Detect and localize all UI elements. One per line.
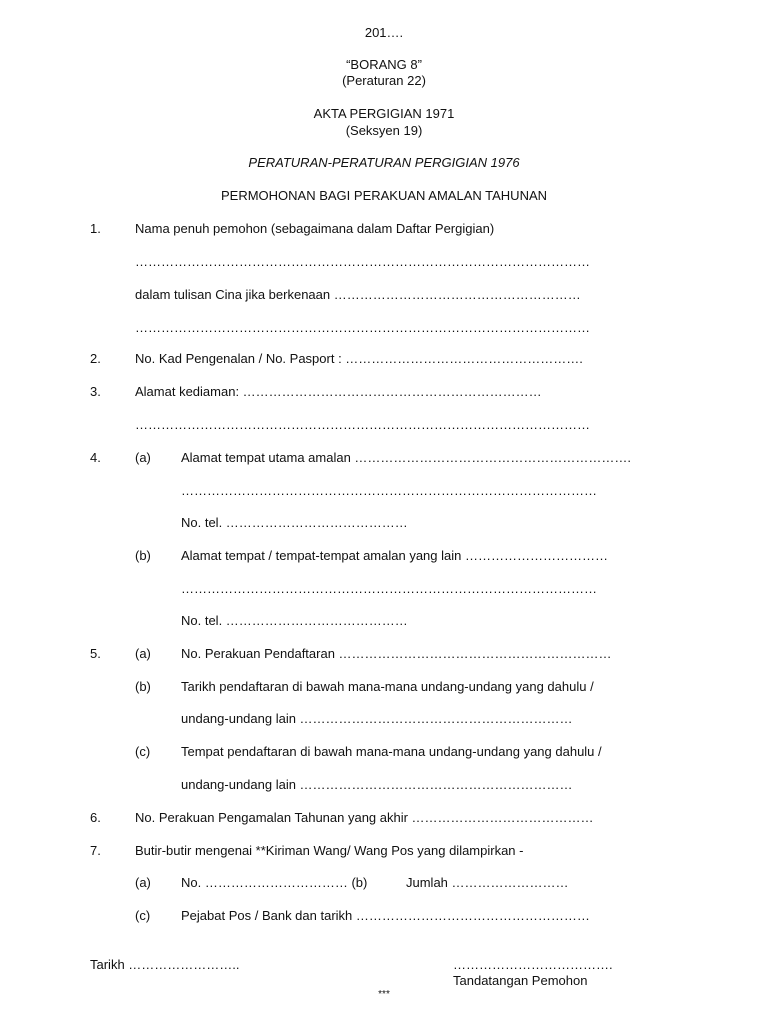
end-mark: ***: [378, 989, 390, 1000]
item-3-number: 3.: [90, 384, 101, 399]
other-practice-address-field-continued[interactable]: ……………………………………………………………………………………: [181, 581, 597, 596]
home-address-field[interactable]: Alamat kediaman: ……………………………………………………………: [135, 384, 542, 399]
date-field[interactable]: Tarikh ……………………..: [90, 957, 240, 972]
item-1-number: 1.: [90, 221, 101, 236]
registration-date-label: Tarikh pendaftaran di bawah mana-mana undang-undang yang dahulu /: [181, 679, 594, 694]
item-4b-marker: (b): [135, 548, 151, 563]
registration-place-label: Tempat pendaftaran di bawah mana-mana undang-undang yang dahulu /: [181, 744, 602, 759]
item-7c-marker: (c): [135, 908, 151, 923]
registration-cert-field[interactable]: No. Perakuan Pendaftaran ………………………………………………………: [181, 646, 612, 661]
item-7a-marker: (a): [135, 875, 151, 890]
registration-date-field[interactable]: undang-undang lain ………………………………………………………: [181, 711, 573, 726]
item-4-number: 4.: [90, 450, 101, 465]
payment-details-label: Butir-butir mengenai **Kiriman Wang/ Wang Pos yang dilampirkan -: [135, 843, 524, 858]
regulation-ref: (Peraturan 22): [342, 73, 426, 88]
chinese-name-field[interactable]: dalam tulisan Cina jika berkenaan …………………………………………………: [135, 287, 581, 302]
form-title: PERMOHONAN BAGI PERAKUAN AMALAN TAHUNAN: [220, 188, 548, 203]
payment-amount-field[interactable]: Jumlah ………………………: [406, 875, 569, 890]
item-5c-marker: (c): [135, 744, 151, 759]
main-practice-address-field[interactable]: Alamat tempat utama amalan ……………………………………………………….: [181, 450, 632, 465]
item-5b-marker: (b): [135, 679, 151, 694]
act-title: AKTA PERGIGIAN 1971: [313, 106, 455, 121]
item-1-label: Nama penuh pemohon (sebagaimana dalam Daftar Pergigian): [135, 221, 495, 236]
last-annual-cert-field[interactable]: No. Perakuan Pengamalan Tahunan yang akhir ……………………………………: [135, 810, 594, 825]
section-ref: (Seksyen 19): [345, 123, 423, 138]
registration-place-field[interactable]: undang-undang lain ………………………………………………………: [181, 777, 573, 792]
regulations-title: PERATURAN-PERATURAN PERGIGIAN 1976: [248, 155, 520, 170]
payment-number-field[interactable]: No. …………………………… (b): [181, 875, 368, 890]
signature-line[interactable]: ……………………………….: [453, 957, 613, 972]
item-4a-marker: (a): [135, 450, 151, 465]
item-2-number: 2.: [90, 351, 101, 366]
year-line: 201….: [364, 25, 404, 40]
form-name: “BORANG 8”: [346, 57, 422, 72]
item-6-number: 6.: [90, 810, 101, 825]
main-practice-tel-field[interactable]: No. tel. ……………………………………: [181, 515, 408, 530]
home-address-field-continued[interactable]: ……………………………………………………………………………………………: [135, 417, 590, 432]
other-practice-address-field[interactable]: Alamat tempat / tempat-tempat amalan yang lain ……………………………: [181, 548, 608, 563]
id-passport-field[interactable]: No. Kad Pengenalan / No. Pasport : ……………………………………………….: [135, 351, 583, 366]
full-name-field[interactable]: ……………………………………………………………………………………………: [135, 254, 590, 269]
item-5a-marker: (a): [135, 646, 151, 661]
post-office-bank-field[interactable]: Pejabat Pos / Bank dan tarikh ………………………………………………: [181, 908, 590, 923]
other-practice-tel-field[interactable]: No. tel. ……………………………………: [181, 613, 408, 628]
item-7-number: 7.: [90, 843, 101, 858]
main-practice-address-field-continued[interactable]: ……………………………………………………………………………………: [181, 483, 597, 498]
item-5-number: 5.: [90, 646, 101, 661]
signature-label: Tandatangan Pemohon: [453, 973, 588, 988]
full-name-field-continued[interactable]: ……………………………………………………………………………………………: [135, 320, 590, 335]
